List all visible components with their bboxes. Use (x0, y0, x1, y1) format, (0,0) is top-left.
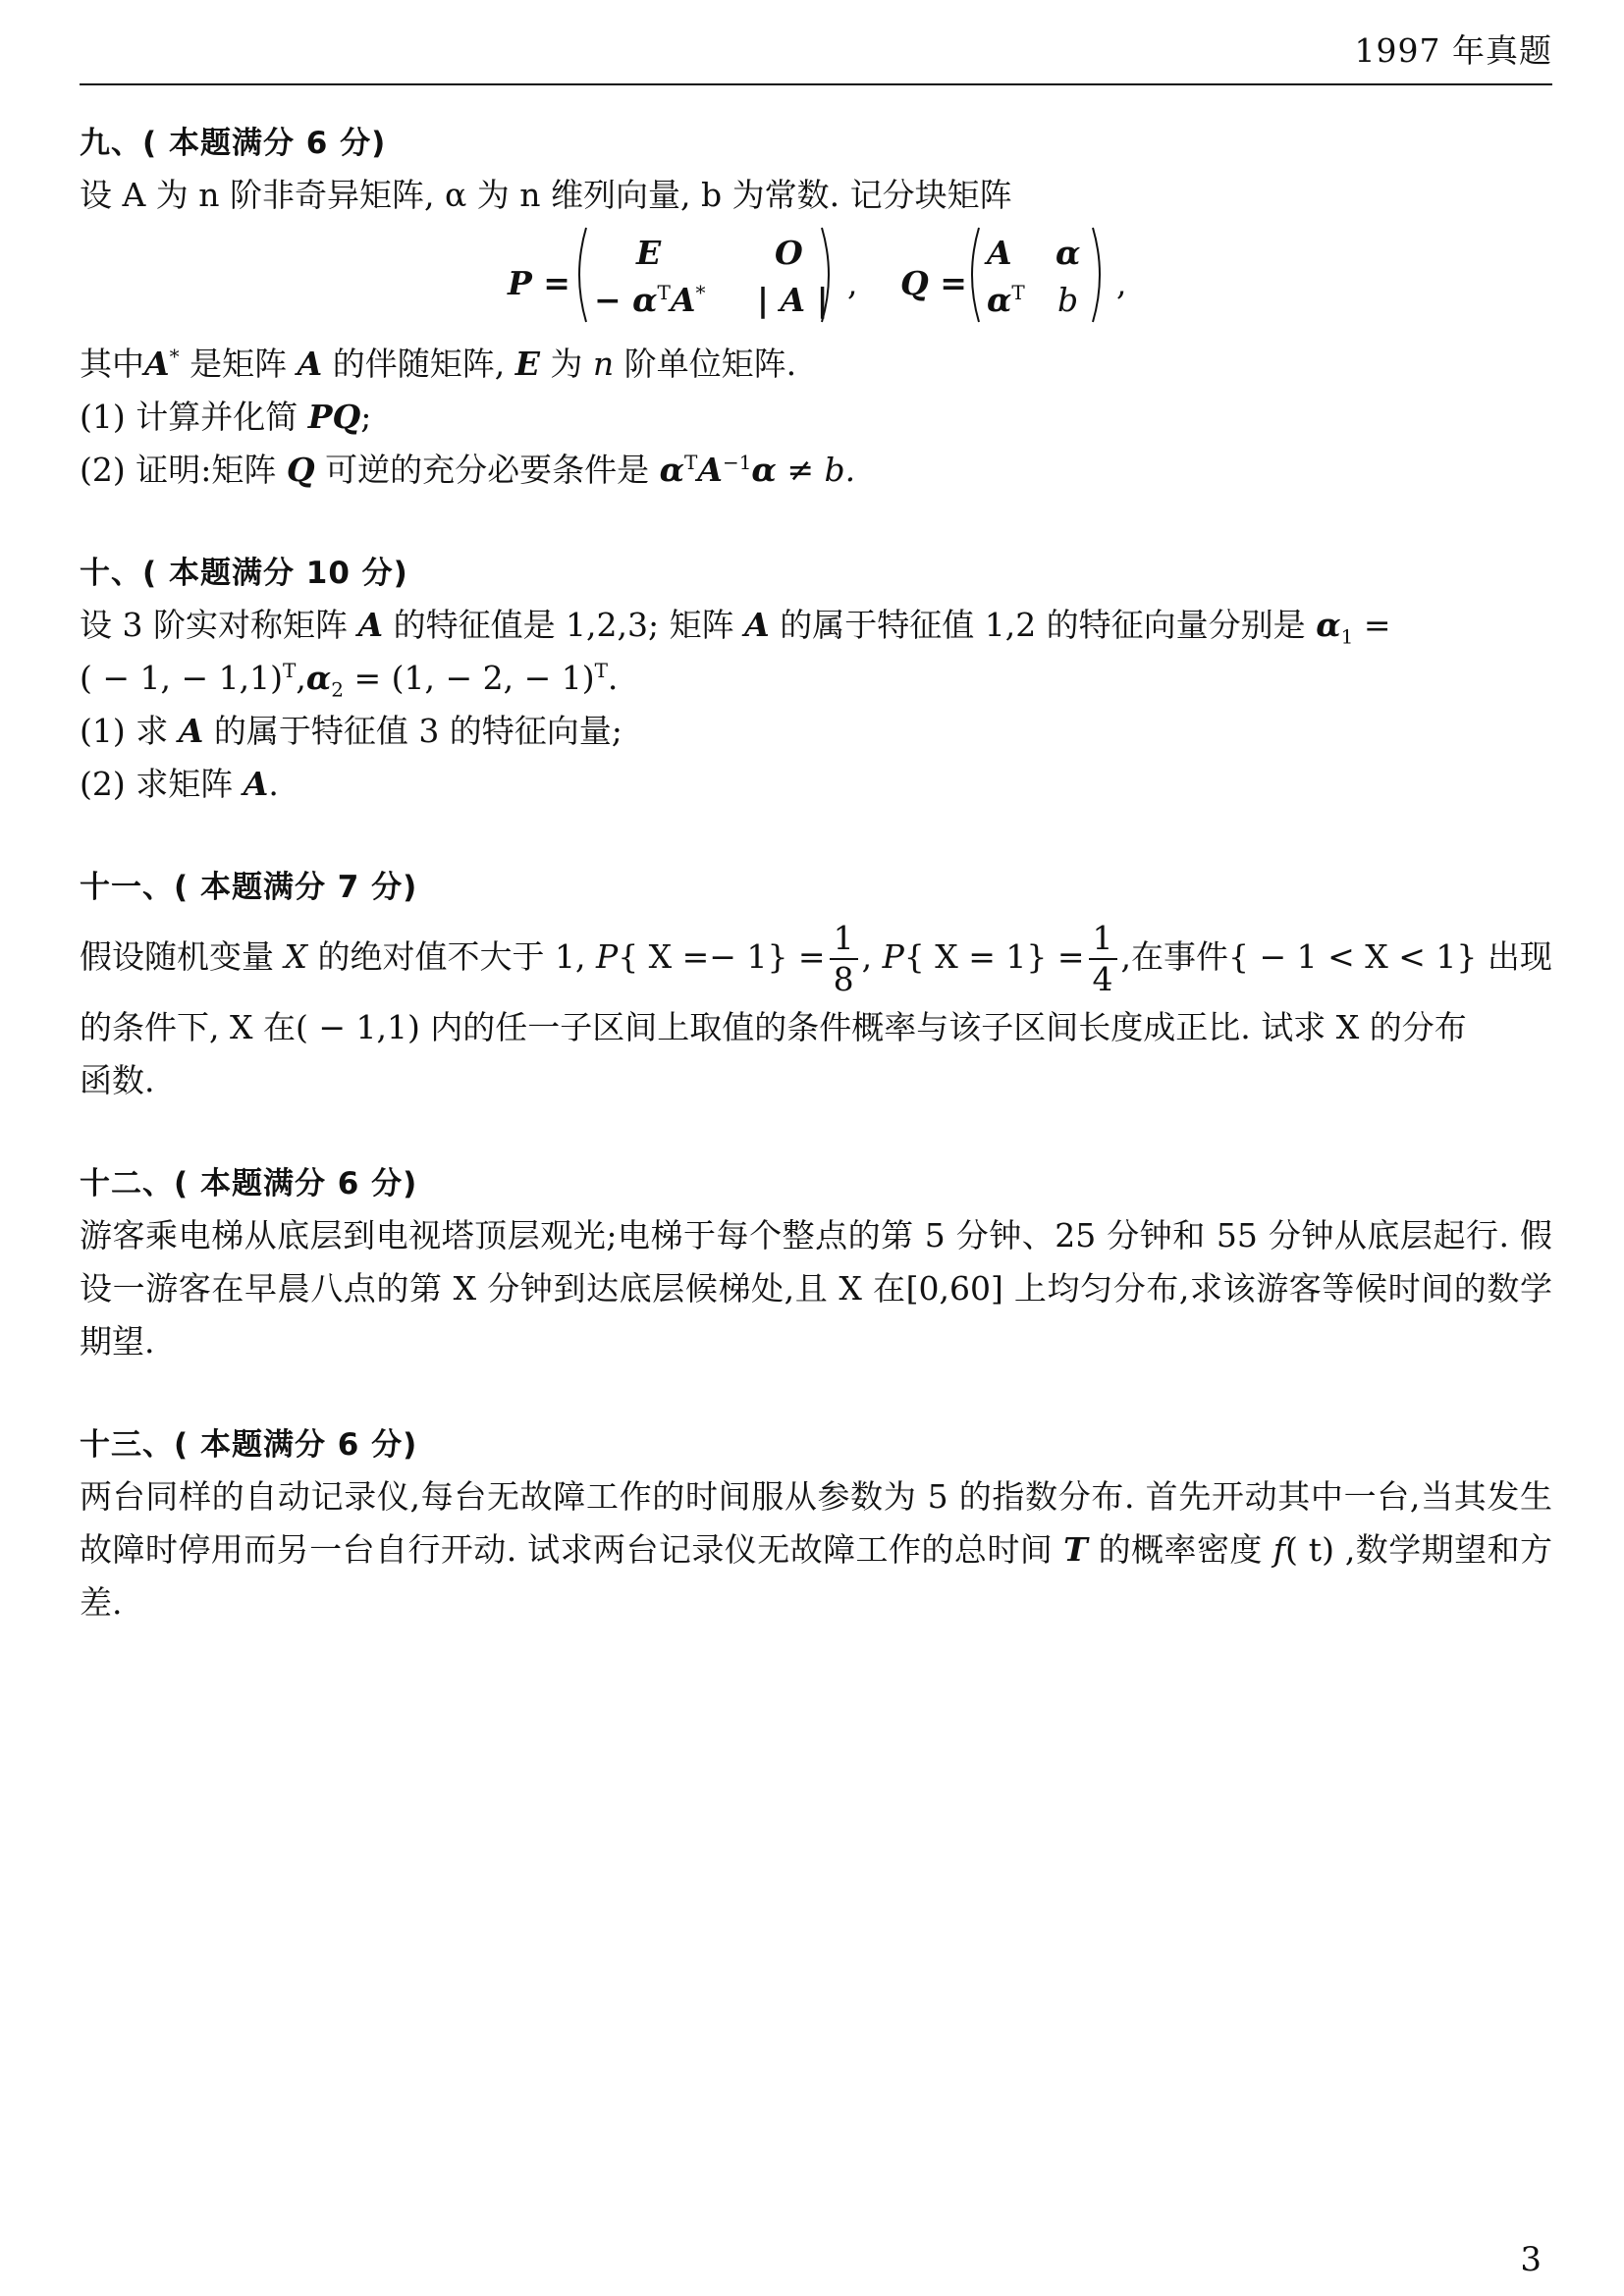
question-9-intro: 设 A 为 n 阶非奇异矩阵, α 为 n 维列向量, b 为常数. 记分块矩阵 (80, 176, 1012, 214)
question-13 (80, 1419, 1552, 1629)
question-13-heading: 十三、( 本题满分 6 分) (80, 1427, 418, 1463)
running-title: 1997 年真题 (1354, 31, 1552, 70)
question-11-line-2: 的条件下, X 在( − 1,1) 内的任一子区间上取值的条件概率与该子区间长度成正比. 试求 X 的分布 (80, 1008, 1467, 1046)
question-10-part-1: (1) 求 A 的属于特征值 3 的特征向量; (80, 712, 623, 750)
question-12 (80, 1158, 1552, 1368)
question-9-heading: 九、( 本题满分 6 分) (80, 126, 387, 161)
question-10-heading: 十、( 本题满分 10 分) (80, 556, 408, 591)
matrix-q-r2c2: b (1057, 281, 1079, 319)
question-11-line-1: 假设随机变量 X 的绝对值不大于 1, P{ X =− 1} = $\frac{1}{8}$ , P{ X = 1} = $\frac{1}{4}$ ,在事件{ − 1 < X < 1} 出现 (80, 919, 1552, 998)
matrix-p-r1c1: E (636, 234, 662, 272)
fraction-one-quarter: $\frac{1}{4}$ (1089, 919, 1117, 999)
question-12-heading: 十二、( 本题满分 6 分) (80, 1166, 418, 1201)
matrix-p-r2c2: | A | (757, 281, 829, 319)
question-12-body: 游客乘电梯从底层到电视塔顶层观光;电梯于每个整点的第 5 分钟、25 分钟和 55 分钟从底层起行. 假设一游客在早晨八点的第 X 分钟到达底层候梯处,且 X 在[0,60] 上均匀分布,求该游客等候时间的数学期望. (80, 1216, 1552, 1361)
matrix-q-r1c2: α (1056, 234, 1081, 272)
fraction-one-eighth: $\frac{1}{8}$ (830, 919, 858, 999)
question-9-note: 其中A* 是矩阵 A 的伴随矩阵, E 为 n 阶单位矩阵. (80, 345, 797, 383)
matrix-p-right-paren (820, 226, 838, 324)
question-9-part-2: (2) 证明:矩阵 Q 可逆的充分必要条件是 $\alpha^TA^{-1}\alpha \ne b$. (80, 451, 856, 489)
block-matrices (80, 226, 1552, 332)
question-11-heading: 十一、( 本题满分 7 分) (80, 870, 418, 905)
question-10-line-1: 设 3 阶实对称矩阵 A 的特征值是 1,2,3; 矩阵 A 的属于特征值 1,2 的特征向量分别是 $\alpha_1$ = (80, 606, 1391, 649)
question-13-body: 两台同样的自动记录仪,每台无故障工作的时间服从参数为 5 的指数分布. 首先开动其中一台,当其发生故障时停用而另一台自行开动. 试求两台记录仪无故障工作的总时间 T 的概率密度 f( t) ,数学期望和方差. (80, 1477, 1553, 1622)
matrix-p-r2c1: − $\alpha^TA^*$ (594, 281, 706, 319)
matrix-p-r1c2: O (775, 234, 803, 272)
matrix-q-right-paren (1091, 226, 1109, 324)
matrix-q-r1c1: A (987, 234, 1012, 272)
question-11-line-3: 函数. (80, 1061, 155, 1099)
question-10-line-2: ( − 1, − $1,1)^T,\alpha_2 = (1$, − 2, − 1)$^T$. (80, 659, 619, 702)
matrix-separator-comma: , (847, 264, 858, 302)
matrix-q-label: Q = (900, 264, 967, 302)
page-content (80, 118, 1552, 1681)
matrix-q-r2c1: $\alpha^T$ (987, 281, 1025, 319)
question-11 (80, 862, 1552, 1107)
page-number: 3 (1520, 2240, 1542, 2279)
matrix-p-label: P = (508, 264, 570, 302)
matrix-p-left-paren (570, 226, 588, 324)
question-10-part-2: (2) 求矩阵 A. (80, 765, 279, 803)
question-10 (80, 548, 1552, 811)
header-rule (80, 83, 1552, 85)
question-9 (80, 118, 1552, 497)
question-9-part-1: (1) 计算并化简 PQ; (80, 398, 372, 436)
matrix-trailing-comma: , (1116, 264, 1127, 302)
matrix-q-left-paren (963, 226, 981, 324)
